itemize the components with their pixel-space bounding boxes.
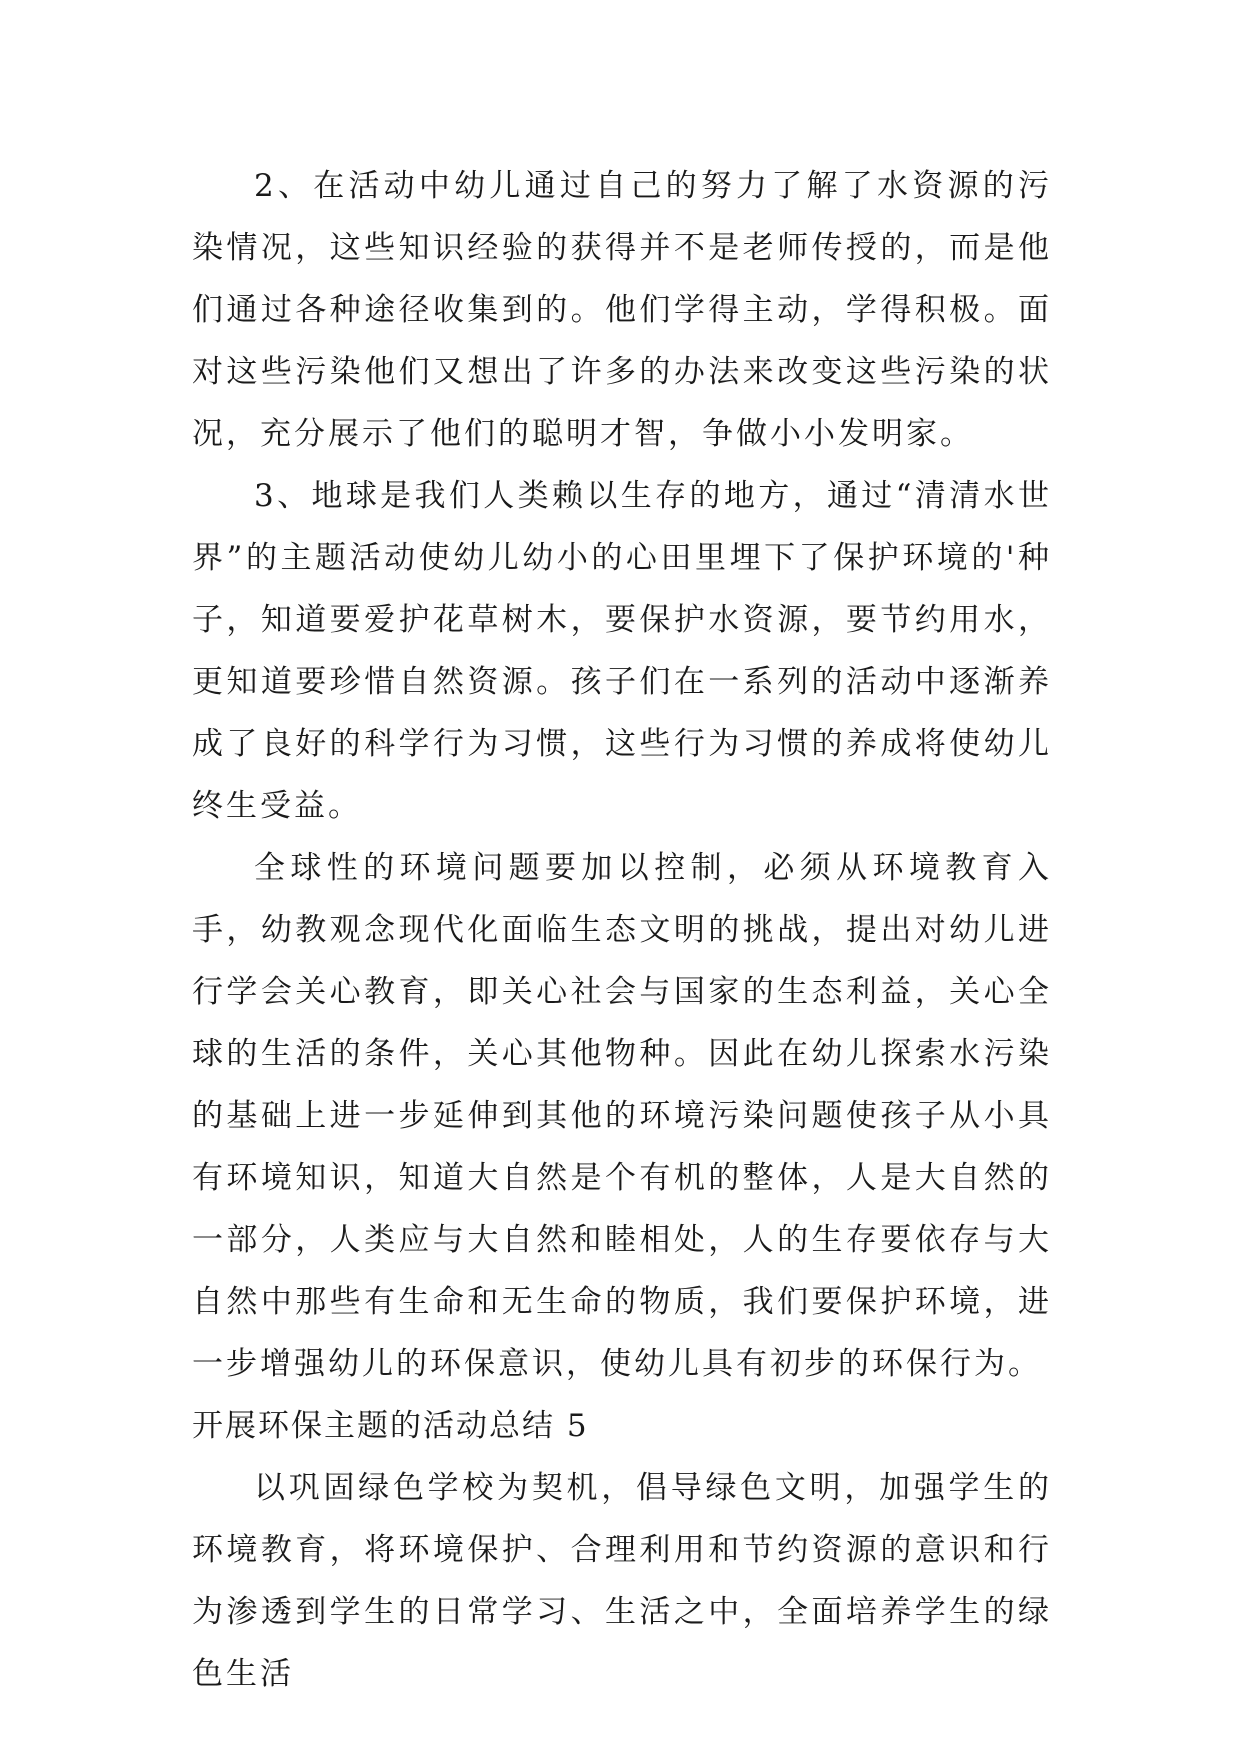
section-heading: 开展环保主题的活动总结 5 bbox=[192, 1408, 589, 1444]
document-body bbox=[192, 155, 1052, 1705]
paragraph-2: 2、在活动中幼儿通过自己的努力了解了水资源的污染情况，这些知识经验的获得并不是老师传授的，而是他们通过各种途径收集到的。他们学得主动，学得积极。面对这些污染他们又想出了许多的办法来改变这些污染的状况，充分展示了他们的聪明才智，争做小小发明家。 bbox=[192, 168, 1052, 452]
paragraph-global-environment: 全球性的环境问题要加以控制，必须从环境教育入手，幼教观念现代化面临生态文明的挑战，提出对幼儿进行学会关心教育，即关心社会与国家的生态利益，关心全球的生活的条件，关心其他物种。因此在幼儿探索水污染的基础上进一步延伸到其他的环境污染问题使孩子从小具有环境知识，知道大自然是个有机的整体，人是大自然的一部分，人类应与大自然和睦相处，人的生存要依存与大自然中那些有生命和无生命的物质，我们要保护环境，进一步增强幼儿的环保意识，使幼儿具有初步的环保行为。 bbox=[192, 850, 1052, 1382]
paragraph-3: 3、地球是我们人类赖以生存的地方，通过“清清水世界”的主题活动使幼儿幼小的心田里埋下了保护环境的'种子，知道要爱护花草树木，要保护水资源，要节约用水，更知道要珍惜自然资源。孩子们在一系列的活动中逐渐养成了良好的科学行为习惯，这些行为习惯的养成将使幼儿终生受益。 bbox=[192, 478, 1052, 824]
paragraph-green-school: 以巩固绿色学校为契机，倡导绿色文明，加强学生的环境教育，将环境保护、合理利用和节约资源的意识和行为渗透到学生的日常学习、生活之中，全面培养学生的绿色生活 bbox=[192, 1470, 1052, 1692]
